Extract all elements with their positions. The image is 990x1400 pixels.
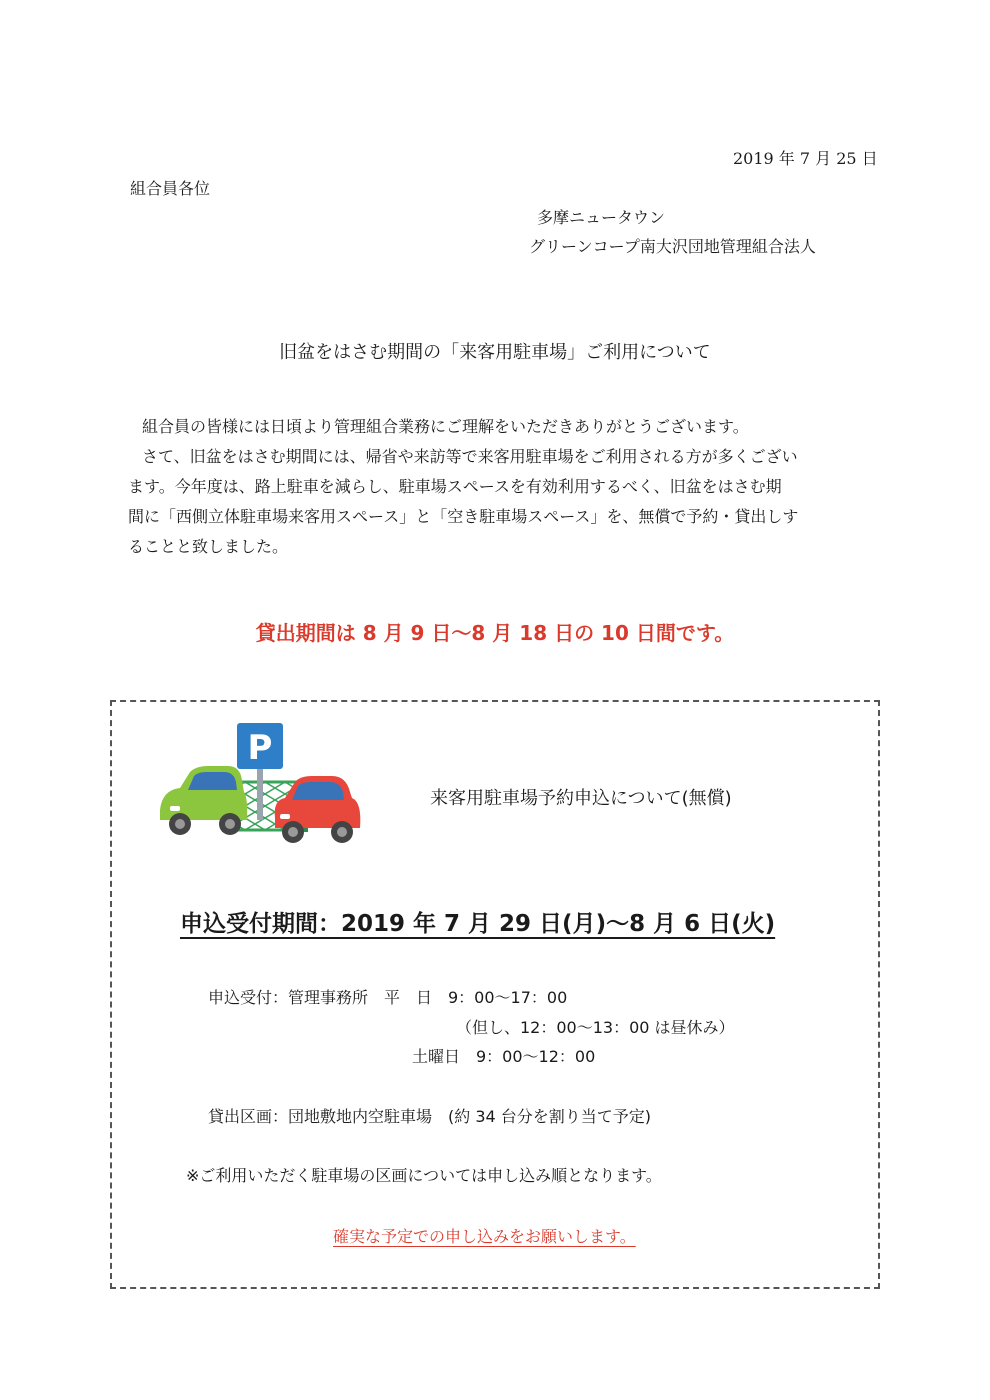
loan-section-info: 貸出区画：団地敷地内空駐車場 (約 34 台分を割り当て予定) (208, 1107, 652, 1126)
body-paragraph: 組合員の皆様には日頃より管理組合業務にご理解をいただきありがとうございます。 (142, 417, 749, 436)
body-paragraph: さて、旧盆をはさむ期間には、帰省や来訪等で来客用駐車場をご利用される方が多くござい (142, 447, 798, 466)
red-car-icon (275, 776, 361, 843)
reception-hours-lunch-note: （但し、12：00～13：00 は昼休み） (456, 1018, 735, 1037)
svg-text:P: P (247, 728, 273, 768)
reception-hours-saturday: 土曜日 9：00～12：00 (412, 1047, 596, 1066)
body-text (128, 412, 888, 562)
box-heading: 来客用駐車場予約申込について(無償) (430, 788, 732, 809)
green-car-icon (160, 766, 247, 835)
allocation-note: ※ご利用いただく駐車場の区画については申し込み順となります。 (186, 1166, 662, 1185)
parking-cars-illustration (150, 720, 380, 860)
request-notice: 確実な予定での申し込みをお願いします。 (333, 1227, 636, 1246)
recipient: 組合員各位 (130, 179, 211, 198)
application-period: 申込受付期間：2019 年 7 月 29 日(月)～8 月 6 日(火) (180, 911, 776, 937)
sender-organization: グリーンコープ南大沢団地管理組合法人 (529, 237, 816, 256)
body-paragraph-line: 間に「西側立体駐車場来客用スペース」と「空き駐車場スペース」を、無償で予約・貸出しす (128, 507, 799, 526)
document-title: 旧盆をはさむ期間の「来客用駐車場」ご利用について (279, 342, 711, 363)
reception-hours-weekday: 申込受付：管理事務所 平 日 9：00～17：00 (208, 988, 568, 1007)
body-paragraph-line: ます。今年度は、路上駐車を減らし、駐車場スペースを有効利用するべく、旧盆をはさむ期 (128, 477, 782, 496)
sender-area: 多摩ニュータウン (537, 208, 666, 227)
loan-period-notice: 貸出期間は 8 月 9 日～8 月 18 日の 10 日間です。 (255, 621, 735, 645)
body-paragraph-line: ることと致しました。 (128, 537, 289, 556)
document-date: 2019 年 7 月 25 日 (733, 149, 878, 168)
